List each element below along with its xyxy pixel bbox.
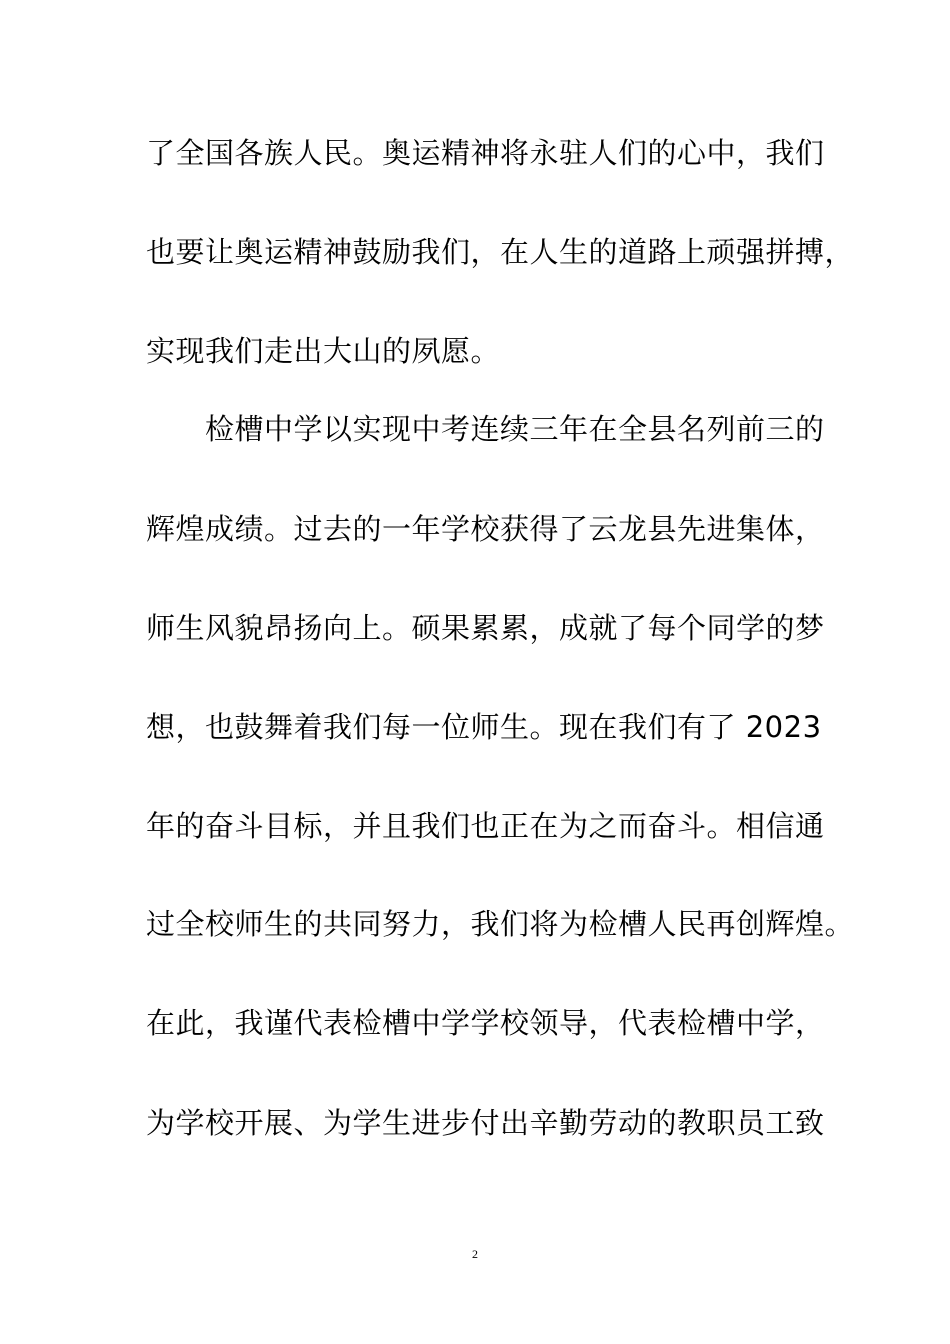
text-line: 想，也鼓舞着我们每一位师生。现在我们有了 2023 [146,710,822,744]
page-number: 2 [472,1247,478,1261]
text-line: 为学校开展、为学生进步付出辛勤劳动的教职员工致 [146,1106,825,1140]
text-line: 也要让奥运精神鼓励我们，在人生的道路上顽强拼搏， [146,235,855,269]
text-line: 辉煌成绩。过去的一年学校获得了云龙县先进集体， [146,512,825,546]
text-line: 了全国各族人民。奥运精神将永驻人们的心中，我们 [146,136,825,170]
text-line: 检槽中学以实现中考连续三年在全县名列前三的 [146,412,825,446]
text-line: 过全校师生的共同努力，我们将为检槽人民再创辉煌。 [146,907,855,941]
text-line: 实现我们走出大山的夙愿。 [146,334,501,368]
text-line: 在此，我谨代表检槽中学学校领导，代表检槽中学， [146,1006,825,1040]
text-line: 师生风貌昂扬向上。硕果累累，成就了每个同学的梦 [146,611,825,645]
text-line: 年的奋斗目标，并且我们也正在为之而奋斗。相信通 [146,809,825,843]
